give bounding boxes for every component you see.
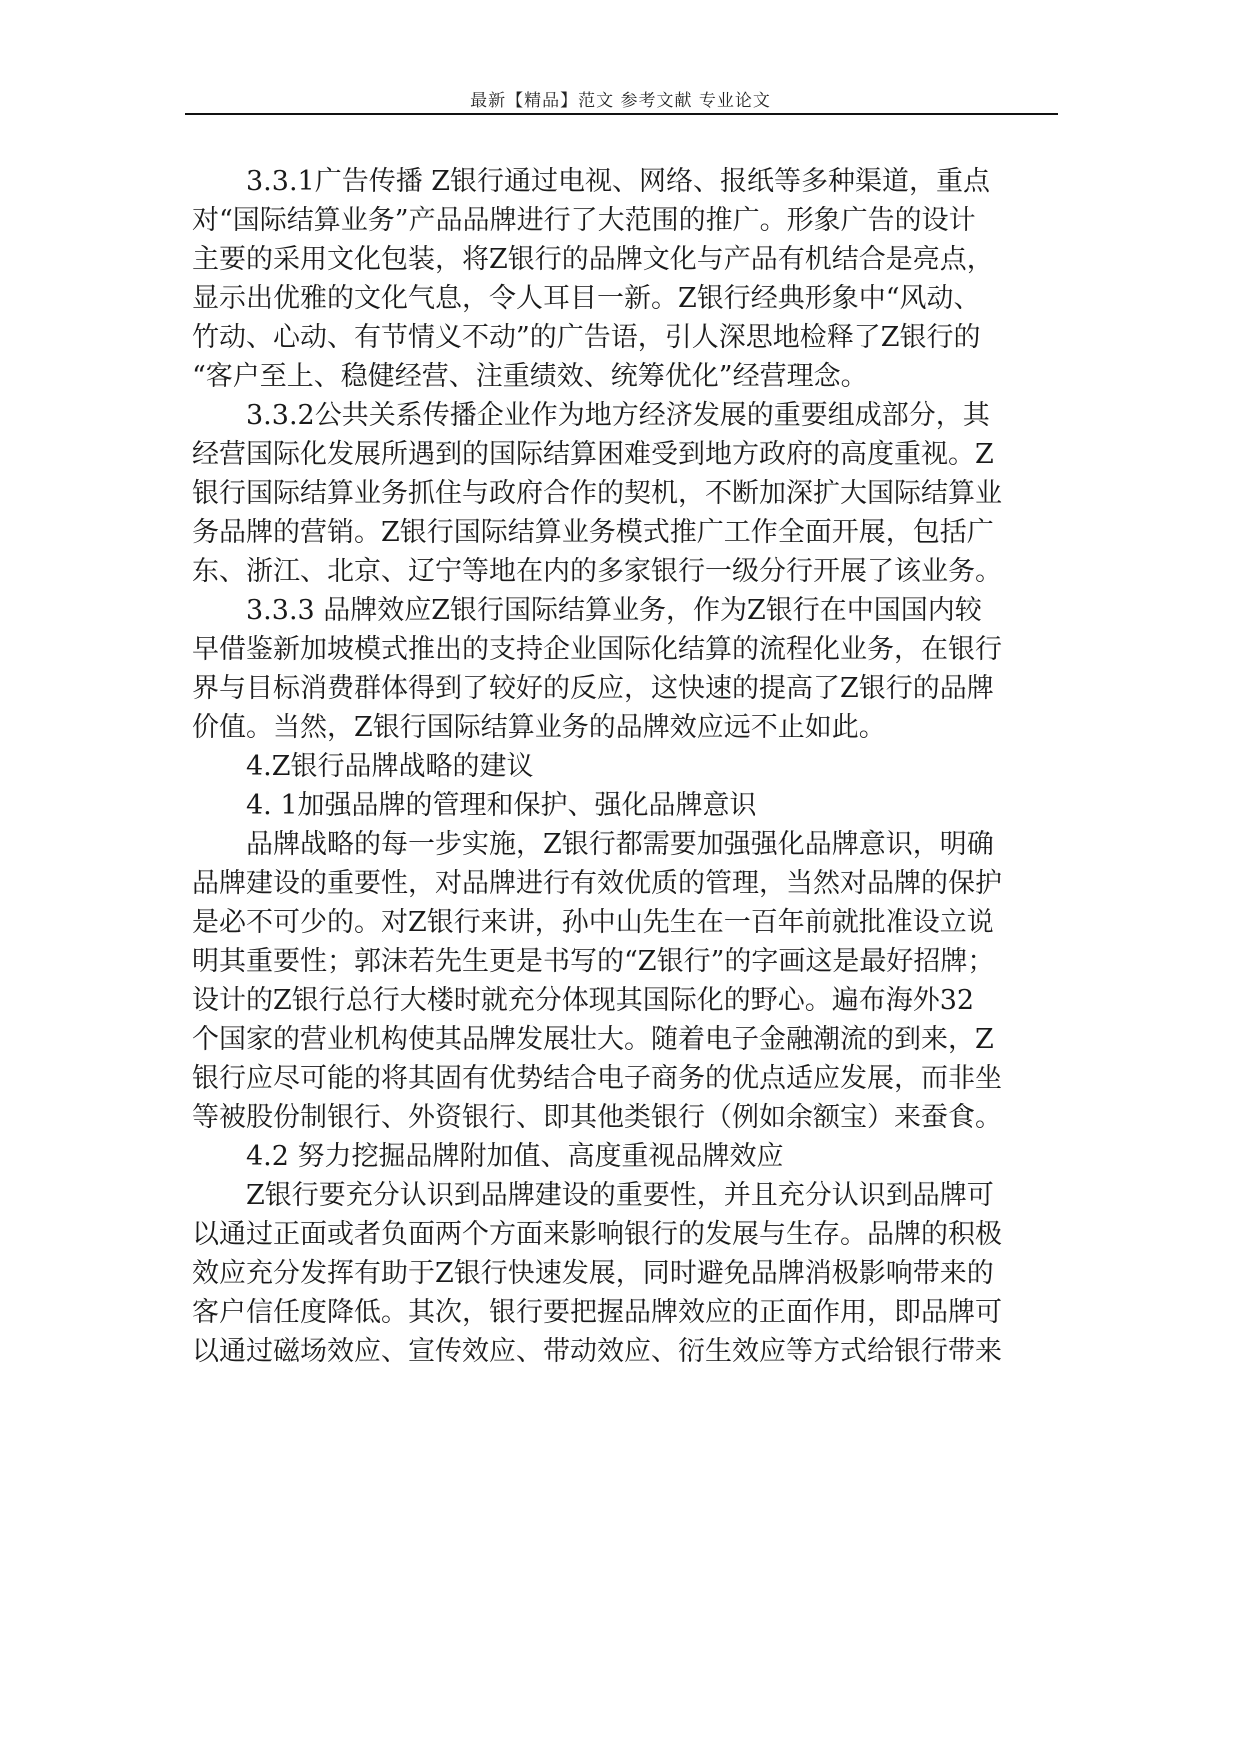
text-line-content: 4. 1加强品牌的管理和保护、强化品牌意识: [246, 790, 757, 821]
text-line-content: 个国家的营业机构使其品牌发展壮大。随着电子金融潮流的到来，Z: [192, 1024, 994, 1055]
document-body: [192, 162, 1062, 1371]
text-line: [192, 435, 1062, 474]
text-line-content: 设计的Z银行总行大楼时就充分体现其国际化的野心。遍布海外32: [192, 985, 975, 1016]
text-line: [192, 981, 1062, 1020]
text-line-content: 等被股份制银行、外资银行、即其他类银行（例如余额宝）来蚕食。: [192, 1102, 1002, 1133]
text-line: [192, 318, 1062, 357]
text-line: [192, 357, 1062, 396]
text-line-content: 品牌建设的重要性，对品牌进行有效优质的管理，当然对品牌的保护: [192, 868, 1002, 899]
text-line: [192, 591, 1062, 630]
text-line-content: 以通过正面或者负面两个方面来影响银行的发展与生存。品牌的积极: [192, 1219, 1002, 1250]
text-line: [192, 1176, 1062, 1215]
text-line-content: 品牌战略的每一步实施，Z银行都需要加强强化品牌意识，明确: [246, 829, 994, 860]
text-line: [192, 1215, 1062, 1254]
text-line: [192, 786, 1062, 825]
text-line: [192, 279, 1062, 318]
text-line-content: 主要的采用文化包装，将Z银行的品牌文化与产品有机结合是亮点，: [192, 244, 994, 275]
text-line-content: 务品牌的营销。Z银行国际结算业务模式推广工作全面开展，包括广: [192, 517, 994, 548]
text-line-content: 客户信任度降低。其次，银行要把握品牌效应的正面作用，即品牌可: [192, 1297, 1002, 1328]
text-line: [192, 1098, 1062, 1137]
text-line-content: “客户至上、稳健经营、注重绩效、统筹优化”经营理念。: [192, 361, 868, 392]
text-line: [192, 396, 1062, 435]
text-line: [192, 825, 1062, 864]
text-line-content: 东、浙江、北京、辽宁等地在内的多家银行一级分行开展了该业务。: [192, 556, 1002, 587]
text-line: [192, 201, 1062, 240]
text-line-content: 3.3.3 品牌效应Z银行国际结算业务，作为Z银行在中国国内较: [246, 595, 982, 626]
text-line-content: 银行国际结算业务抓住与政府合作的契机，不断加深扩大国际结算业: [192, 478, 1002, 509]
text-line: [192, 864, 1062, 903]
text-line-content: 效应充分发挥有助于Z银行快速发展，同时避免品牌消极影响带来的: [192, 1258, 994, 1289]
text-line: [192, 669, 1062, 708]
text-line-content: 4.Z银行品牌战略的建议: [246, 751, 534, 782]
text-line-content: 4.2 努力挖掘品牌附加值、高度重视品牌效应: [246, 1141, 784, 1172]
page-header: 最新【精品】范文 参考文献 专业论文: [470, 91, 771, 111]
text-line-content: 是必不可少的。对Z银行来讲，孙中山先生在一百年前就批准设立说: [192, 907, 994, 938]
text-line: [192, 240, 1062, 279]
text-line: [192, 513, 1062, 552]
text-line-content: 经营国际化发展所遇到的国际结算困难受到地方政府的高度重视。Z: [192, 439, 994, 470]
text-line: [192, 1332, 1062, 1371]
text-line: [192, 903, 1062, 942]
text-line-content: 界与目标消费群体得到了较好的反应，这快速的提高了Z银行的品牌: [192, 673, 994, 704]
text-line: [192, 1059, 1062, 1098]
text-line-content: 价值。当然，Z银行国际结算业务的品牌效应远不止如此。: [192, 712, 886, 743]
text-line: [192, 1254, 1062, 1293]
text-line: [192, 942, 1062, 981]
text-line-content: 3.3.2公共关系传播企业作为地方经济发展的重要组成部分，其: [246, 400, 990, 431]
text-line: [192, 474, 1062, 513]
text-line-content: Z银行要充分认识到品牌建设的重要性，并且充分认识到品牌可: [246, 1180, 994, 1211]
header-divider: [185, 113, 1058, 115]
text-line: [192, 1020, 1062, 1059]
text-line-content: 明其重要性；郭沫若先生更是书写的“Z银行”的字画这是最好招牌；: [192, 946, 995, 977]
text-line-content: 早借鉴新加坡模式推出的支持企业国际化结算的流程化业务，在银行: [192, 634, 1002, 665]
text-line: [192, 630, 1062, 669]
text-line: [192, 747, 1062, 786]
text-line: [192, 1293, 1062, 1332]
text-line-content: 银行应尽可能的将其固有优势结合电子商务的优点适应发展，而非坐: [192, 1063, 1002, 1094]
text-line: [192, 552, 1062, 591]
text-line: [192, 1137, 1062, 1176]
text-line-content: 显示出优雅的文化气息，令人耳目一新。Z银行经典形象中“风动、: [192, 283, 981, 314]
text-line-content: 竹动、心动、有节情义不动”的广告语，引人深思地检释了Z银行的: [192, 322, 981, 353]
text-line-content: 对“国际结算业务”产品品牌进行了大范围的推广。形象广告的设计: [192, 205, 976, 236]
text-line: [192, 708, 1062, 747]
text-line: [192, 162, 1062, 201]
text-line-content: 以通过磁场效应、宣传效应、带动效应、衍生效应等方式给银行带来: [192, 1336, 1002, 1367]
text-line-content: 3.3.1广告传播 Z银行通过电视、网络、报纸等多种渠道，重点: [246, 166, 991, 197]
